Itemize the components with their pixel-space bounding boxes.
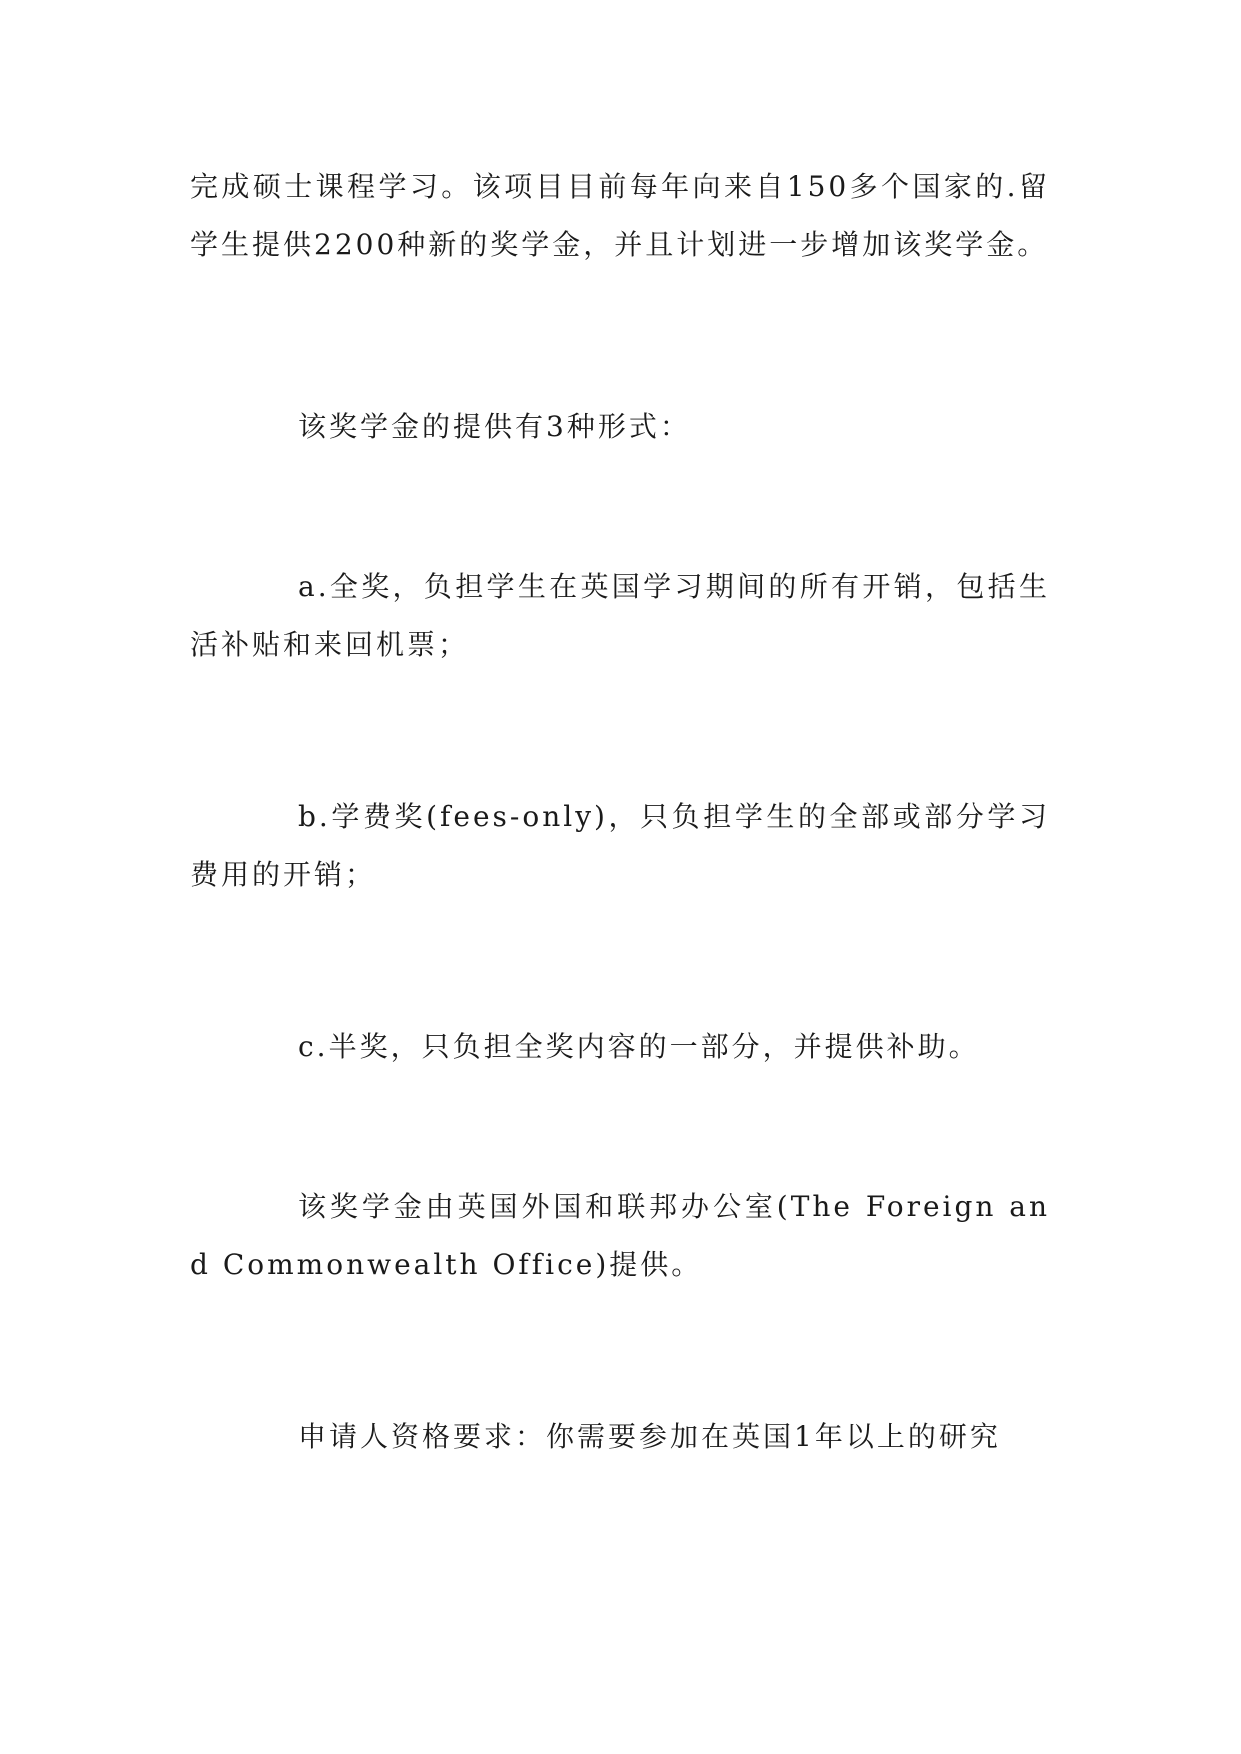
paragraph-eligibility: 申请人资格要求：你需要参加在英国1年以上的研究 [298,1420,1001,1453]
paragraph-intro: 完成硕士课程学习。该项目目前每年向来自150多个国家的.留学生提供2200种新的奖学金，并且计划进一步增加该奖学金。 [190,170,1050,261]
paragraph-forms-heading: 该奖学金的提供有3种形式： [298,410,691,443]
paragraph-fees-only: b.学费奖(fees-only)，只负担学生的全部或部分学习费用的开销； [190,800,1050,891]
paragraph-full-scholarship: a.全奖，负担学生在英国学习期间的所有开销，包括生活补贴和来回机票； [190,570,1050,661]
paragraph-provider: 该奖学金由英国外国和联邦办公室(The Foreign and Commonwealth Office)提供。 [190,1190,1050,1281]
paragraph-half-scholarship: c.半奖，只负担全奖内容的一部分，并提供补助。 [298,1030,980,1063]
